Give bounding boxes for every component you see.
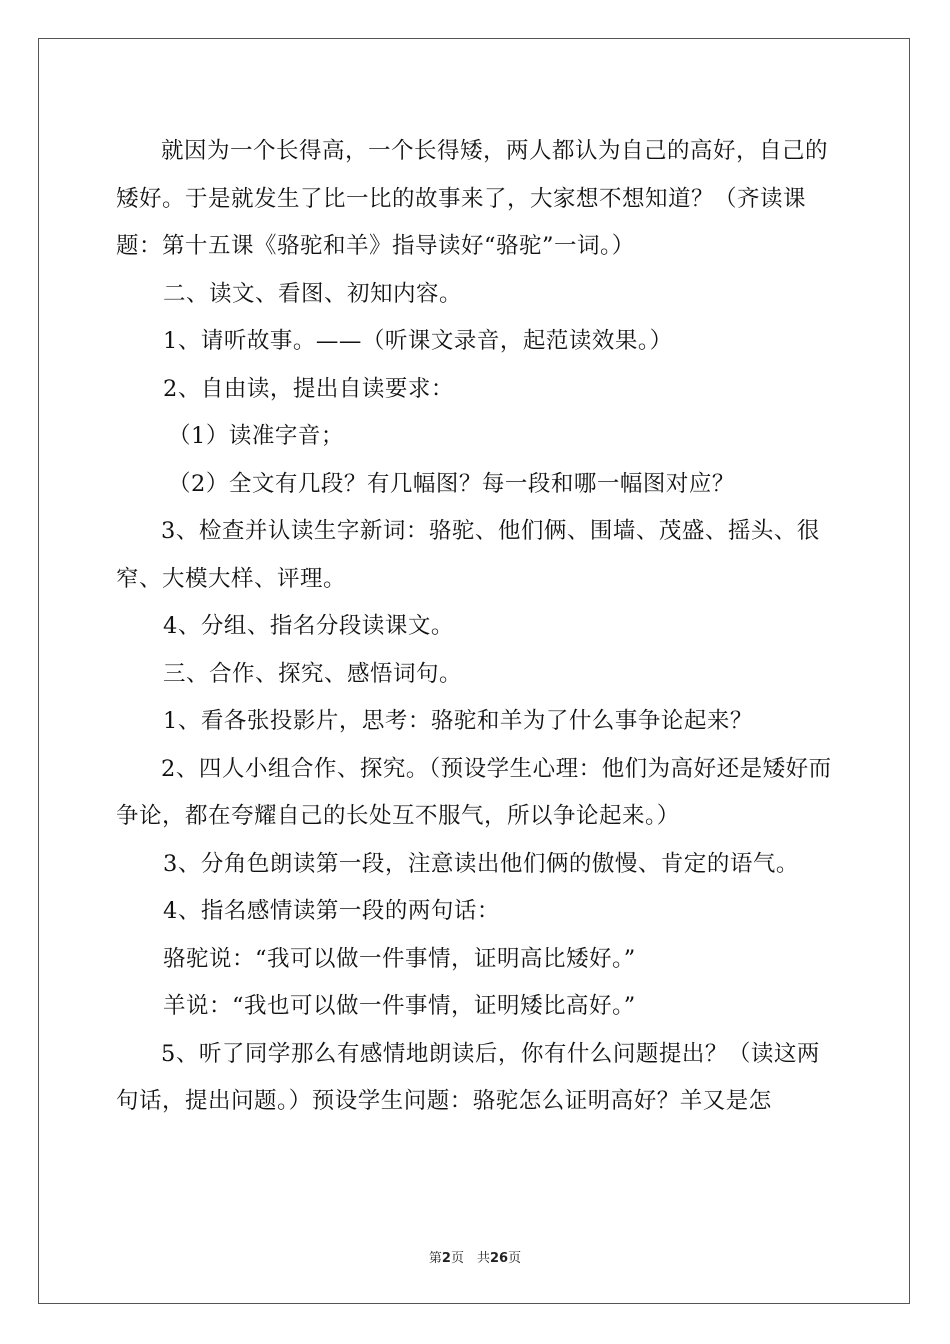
- page-footer: [0, 1247, 950, 1266]
- page-label-suffix: 页: [508, 1251, 522, 1266]
- paragraph: 二、读文、看图、初知内容。: [163, 280, 463, 307]
- paragraph: 羊说：“我也可以做一件事情，证明矮比高好。”: [163, 993, 636, 1019]
- total-page-count: 26: [489, 1251, 509, 1266]
- paragraph: 2、四人小组合作、探究。（预设学生心理：他们为高好还是矮好而争论，都在夸耀自己的长处互不服气，所以争论起来。）: [116, 755, 832, 829]
- paragraph: 4、分组、指名分段读课文。: [163, 613, 454, 639]
- paragraph: 就因为一个长得高，一个长得矮，两人都认为自己的高好，自己的矮好。于是就发生了比一比的故事来了，大家想不想知道？（齐读课题：第十五课《骆驼和羊》指导读好“骆驼”一词。）: [116, 138, 829, 259]
- paragraph: 1、请听故事。——（听课文录音，起范读效果。）: [163, 328, 673, 354]
- paragraph: 3、检查并认读生字新词：骆驼、他们俩、围墙、茂盛、摇头、很窄、大模大样、评理。: [116, 518, 820, 592]
- paragraph: 5、听了同学那么有感情地朗读后，你有什么问题提出？（读这两句话，提出问题。）预设学生问题：骆驼怎么证明高好？羊又是怎: [116, 1040, 820, 1114]
- paragraph: 三、合作、探究、感悟词句。: [163, 660, 463, 687]
- page-label-mid: 页 共: [450, 1251, 490, 1266]
- paragraph: 4、指名感情读第一段的两句话：: [163, 898, 500, 924]
- paragraph: 骆驼说：“我可以做一件事情，证明高比矮好。”: [163, 945, 636, 972]
- paragraph: （1）读准字音；: [168, 423, 344, 449]
- document-body: [116, 128, 836, 1126]
- paragraph: 3、分角色朗读第一段，注意读出他们俩的傲慢、肯定的语气。: [163, 850, 799, 877]
- paragraph: 1、看各张投影片，思考：骆驼和羊为了什么事争论起来？: [163, 708, 753, 734]
- current-page-number: 2: [441, 1251, 451, 1266]
- paragraph: 2、自由读，提出自读要求：: [163, 375, 454, 402]
- page-label-prefix: 第: [428, 1251, 442, 1266]
- paragraph: （2）全文有几段？有几幅图？每一段和哪一幅图对应？: [168, 470, 735, 497]
